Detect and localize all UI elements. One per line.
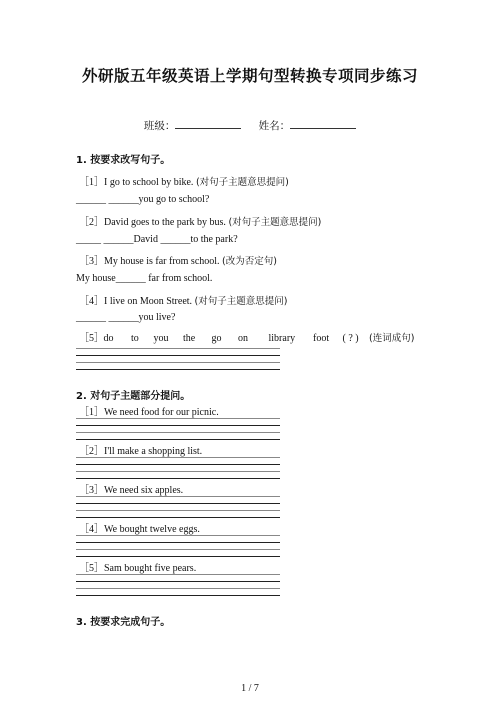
- answer-rule[interactable]: [76, 595, 280, 596]
- name-blank[interactable]: [290, 119, 356, 129]
- s1-q2-prompt: ［2］David goes to the park by bus. (对句子主题意思提问): [79, 217, 322, 228]
- s1-q1-prompt: ［1］I go to school by bike. (对句子主题意思提问): [79, 177, 289, 188]
- student-info: [0, 118, 500, 133]
- class-field: [144, 118, 242, 133]
- answer-rule[interactable]: [76, 425, 280, 426]
- answer-rule[interactable]: [76, 471, 280, 472]
- answer-rule[interactable]: [76, 549, 280, 550]
- section-3-heading: 3. 按要求完成句子。: [76, 617, 171, 628]
- answer-rule[interactable]: [76, 496, 280, 497]
- section-2-heading: 2. 对句子主题部分提问。: [76, 391, 191, 402]
- answer-rule[interactable]: [76, 362, 280, 363]
- s2-q1: ［1］We need food for our picnic.: [79, 407, 219, 418]
- answer-rule[interactable]: [76, 581, 280, 582]
- answer-rule[interactable]: [76, 510, 280, 511]
- s2-q3: ［3］We need six apples.: [79, 485, 184, 496]
- section-1-heading: 1. 按要求改写句子。: [76, 155, 171, 166]
- answer-rule[interactable]: [76, 355, 280, 356]
- answer-rule[interactable]: [76, 369, 280, 370]
- name-field: [259, 118, 357, 133]
- s1-q4-prompt: ［4］I live on Moon Street. (对句子主题意思提问): [79, 296, 288, 307]
- s2-q5: ［5］Sam bought five pears.: [79, 563, 197, 574]
- answer-rule[interactable]: [76, 348, 280, 349]
- s1-q3-prompt: ［3］My house is far from school. (改为否定句): [79, 256, 277, 267]
- s2-q2: ［2］I'll make a shopping list.: [79, 446, 203, 457]
- answer-rule[interactable]: [76, 556, 280, 557]
- answer-rule[interactable]: [76, 418, 280, 419]
- answer-rule[interactable]: [76, 439, 280, 440]
- s1-q2-answer[interactable]: _____ ______David ______to the park?: [76, 234, 238, 245]
- name-label: 姓名：: [258, 120, 291, 132]
- s1-q4-answer[interactable]: ______ ______you live?: [76, 312, 176, 323]
- page-number: 1 / 7: [241, 683, 259, 694]
- answer-rule[interactable]: [76, 457, 280, 458]
- s2-q4: ［4］We bought twelve eggs.: [79, 524, 200, 535]
- s1-q5-scrambled-words: ［5］ do to you the go on library foot ( ? ) (连词成句): [79, 333, 415, 344]
- answer-rule[interactable]: [76, 464, 280, 465]
- s1-q3-answer[interactable]: My house______ far from school.: [76, 273, 213, 284]
- s1-q1-answer[interactable]: ______ ______you go to school?: [76, 194, 210, 205]
- answer-rule[interactable]: [76, 503, 280, 504]
- class-blank[interactable]: [175, 119, 241, 129]
- answer-rule[interactable]: [76, 432, 280, 433]
- answer-rule[interactable]: [76, 517, 280, 518]
- page-title: 外研版五年级英语上学期句型转换专项同步练习: [81, 67, 418, 85]
- answer-rule[interactable]: [76, 535, 280, 536]
- answer-rule[interactable]: [76, 588, 280, 589]
- class-label: 班级：: [143, 120, 176, 132]
- answer-rule[interactable]: [76, 542, 280, 543]
- answer-rule[interactable]: [76, 574, 280, 575]
- answer-rule[interactable]: [76, 478, 280, 479]
